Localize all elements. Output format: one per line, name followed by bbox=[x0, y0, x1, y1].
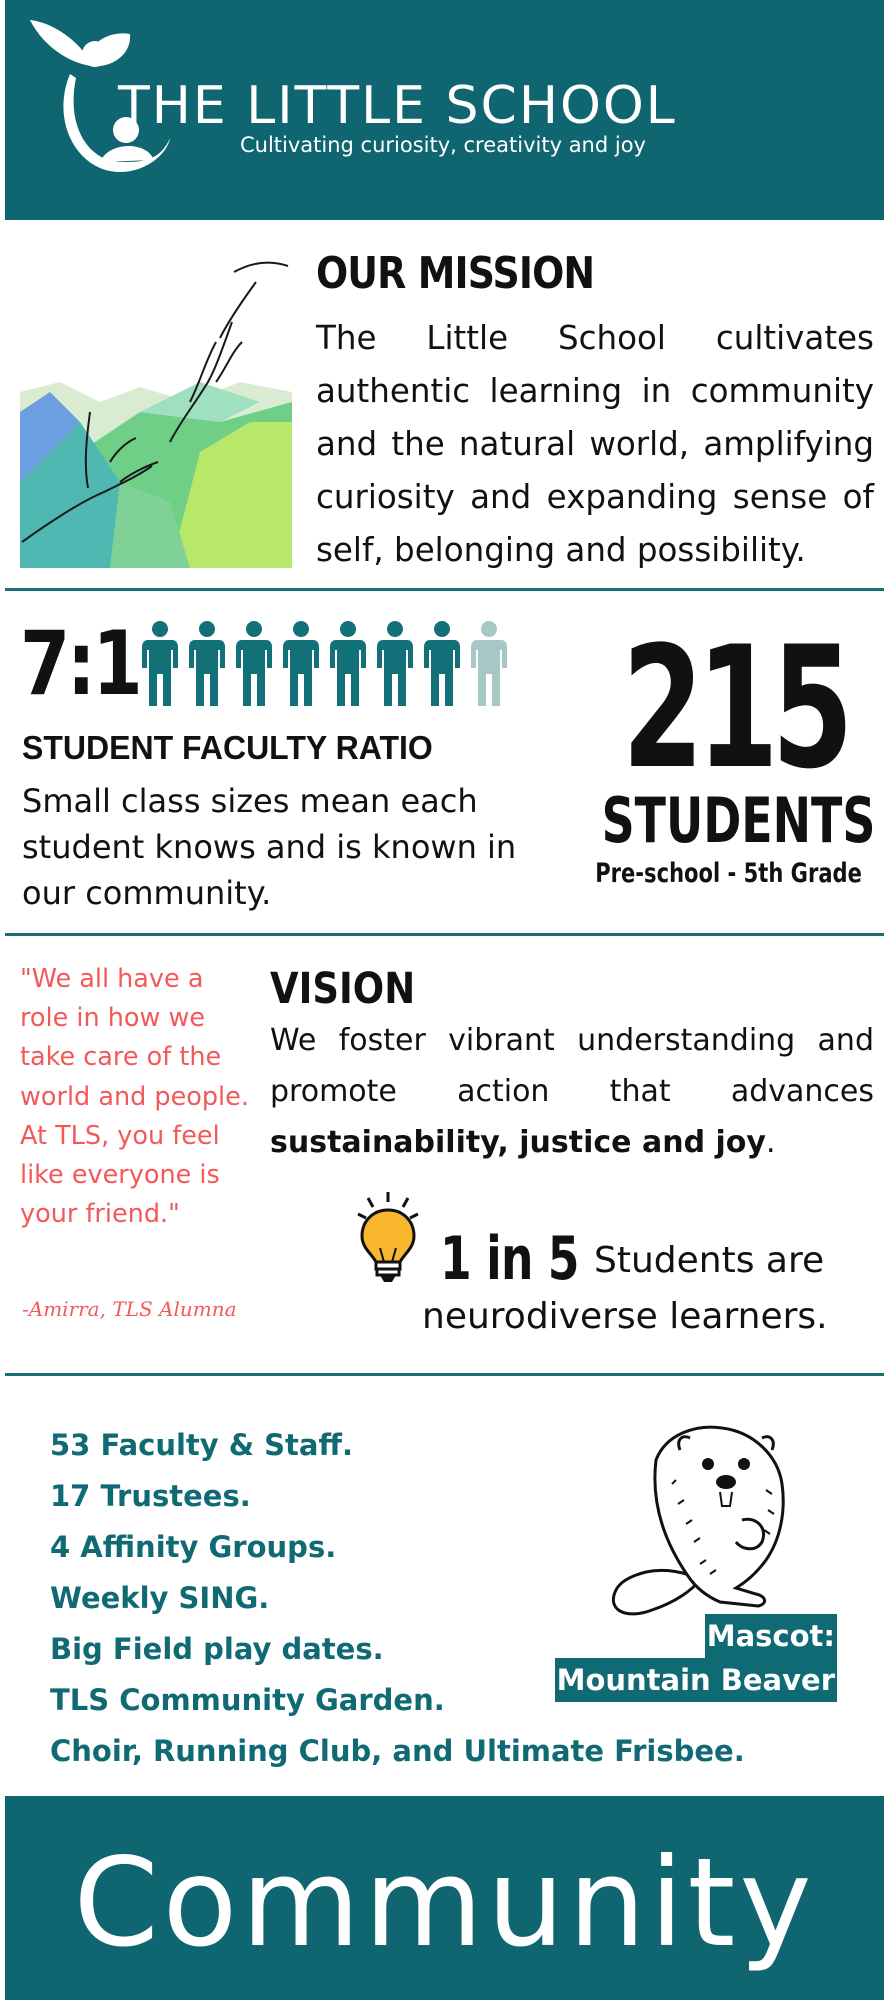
neurodiverse-stat-line2: neurodiverse learners. bbox=[422, 1296, 828, 1337]
vision-text-plain: We foster vibrant understanding and promote action that advances bbox=[270, 1023, 874, 1109]
fact-item: Choir, Running Club, and Ultimate Frisbee. bbox=[50, 1734, 745, 1768]
lightbulb-icon bbox=[356, 1190, 420, 1284]
person-icon bbox=[142, 621, 178, 706]
students-label: STUDENTS bbox=[601, 784, 876, 857]
section-divider bbox=[5, 933, 884, 936]
vision-title: VISION bbox=[270, 964, 416, 1014]
fact-item: 17 Trustees. bbox=[50, 1479, 251, 1513]
mascot-label bbox=[555, 1614, 837, 1702]
mission-text: The Little School cultivates authentic learning in community and the natural world, amplifying curiosity and expanding sense of self, belonging and possibility. bbox=[316, 319, 874, 569]
fact-item: Big Field play dates. bbox=[50, 1632, 384, 1666]
alumna-quote: "We all have a role in how we take care of the world and people. At TLS, you feel like everyone is your friend." bbox=[20, 964, 249, 1230]
fact-item: 4 Affinity Groups. bbox=[50, 1530, 337, 1564]
person-icon bbox=[377, 621, 413, 706]
ratio-value: 7:1 bbox=[20, 612, 140, 715]
mascot-label-line1: Mascot: bbox=[705, 1614, 837, 1658]
vision-text-bold: sustainability, justice and joy bbox=[270, 1125, 766, 1160]
ratio-text: Small class sizes mean each student knows and is known in our community. bbox=[22, 782, 517, 912]
person-icon bbox=[283, 621, 319, 706]
section-divider bbox=[5, 588, 884, 591]
reaching-hands-illustration bbox=[20, 252, 292, 568]
students-grades: Pre-school - 5th Grade bbox=[595, 858, 862, 889]
person-icon bbox=[424, 621, 460, 706]
vision-text bbox=[270, 1015, 874, 1168]
school-name: THE LITTLE SCHOOL bbox=[118, 76, 677, 136]
person-icon bbox=[330, 621, 366, 706]
ratio-label: STUDENT FACULTY RATIO bbox=[22, 729, 433, 766]
fact-item: Weekly SING. bbox=[50, 1581, 270, 1615]
section-divider bbox=[5, 1373, 884, 1376]
person-icon bbox=[189, 621, 225, 706]
fact-item: 53 Faculty & Staff. bbox=[50, 1428, 353, 1462]
ratio-people-icons bbox=[140, 620, 520, 710]
vision-text-end: . bbox=[765, 1125, 776, 1160]
students-count: 215 bbox=[622, 610, 847, 806]
mascot-label-line2: Mountain Beaver bbox=[555, 1658, 837, 1702]
beaver-illustration bbox=[596, 1420, 812, 1620]
person-icon bbox=[471, 621, 507, 706]
fact-item: TLS Community Garden. bbox=[50, 1683, 445, 1717]
neurodiverse-stat-line1: Students are bbox=[594, 1240, 825, 1281]
footer-title: Community bbox=[73, 1832, 816, 1974]
person-icon bbox=[236, 621, 272, 706]
school-tagline: Cultivating curiosity, creativity and joy bbox=[240, 133, 646, 157]
neurodiverse-stat-value: 1 in 5 bbox=[440, 1224, 579, 1294]
mission-title: OUR MISSION bbox=[316, 248, 595, 299]
quote-attribution: -Amirra, TLS Alumna bbox=[22, 1297, 237, 1321]
